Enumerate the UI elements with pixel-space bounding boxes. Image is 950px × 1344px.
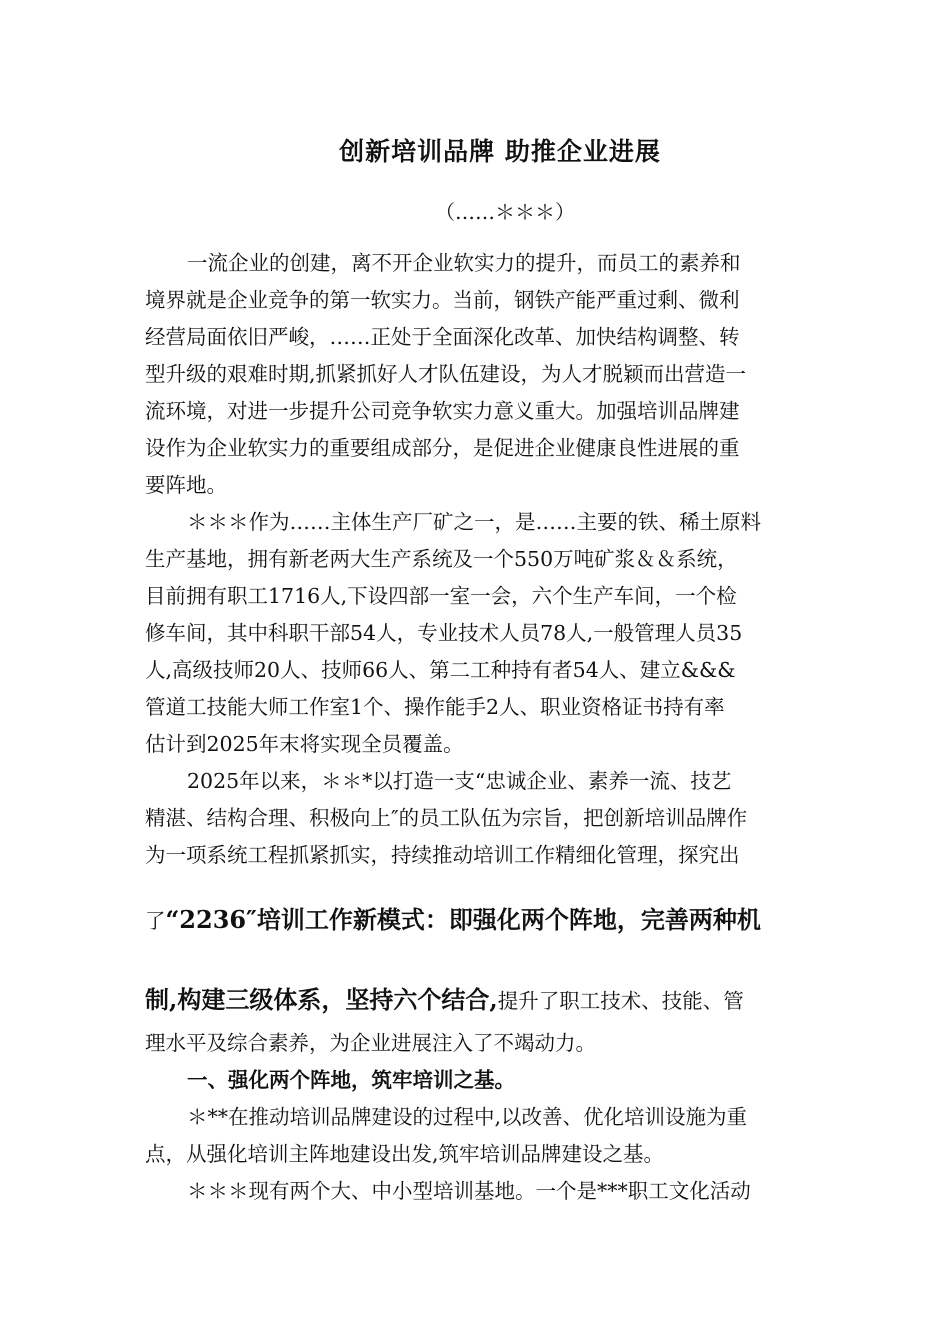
section-heading: 一、强化两个阵地，筑牢培训之基。: [187, 1068, 515, 1092]
paragraph-3-emphasis: [145, 880, 805, 1040]
paragraph-tail: [145, 1025, 805, 1210]
text-line: 设作为企业软实力的重要组成部分，是促进企业健康良性进展的重: [145, 436, 740, 460]
text-line: ＊**在推动培训品牌建设的过程中,以改善、优化培训设施为重: [187, 1105, 748, 1129]
text-span: 了: [145, 909, 166, 933]
text-line: 精湛、结构合理、积极向上″的员工队伍为宗旨，把创新培训品牌作: [145, 806, 748, 830]
text-line: 境界就是企业竞争的第一软实力。当前，钢铁产能严重过剩、微利: [145, 288, 740, 312]
text-line: 目前拥有职工1716人,下设四部一室一会，六个生产车间，一个检: [145, 584, 737, 608]
text-line: 管道工技能大师工作室1个、操作能手2人、职业资格证书持有率: [145, 695, 725, 719]
text-line: 修车间，其中科职干部54人，专业技术人员78人,一般管理人员35: [145, 621, 743, 645]
bold-text: “2236″培训工作新模式：即强化两个阵地，完善两种机: [165, 905, 761, 934]
document-title: 创新培训品牌 助推企业进展: [339, 137, 661, 166]
text-line: 生产基地，拥有新老两大生产系统及一个550万吨矿浆＆＆系统，: [145, 547, 738, 571]
text-line: 估计到2025年末将实现全员覆盖。: [145, 732, 464, 756]
text-line: ＊＊＊作为……主体生产厂矿之一，是……主要的铁、稀土原料: [187, 510, 761, 534]
text-line: 一流企业的创建，离不开企业软实力的提升，而员工的素养和: [187, 251, 741, 275]
document-author: （……＊＊＊）: [435, 200, 575, 224]
text-span: 提升了职工技术、技能、管: [497, 989, 744, 1013]
bold-text: 制,构建三级体系，坚持六个结合,: [145, 985, 498, 1014]
text-line: 型升级的艰难时期,抓紧抓好人才队伍建设，为人才脱颖而出营造一: [145, 362, 747, 386]
text-line: 流环境，对进一步提升公司竞争软实力意义重大。加强培训品牌建: [145, 399, 740, 423]
text-line: 要阵地。: [145, 473, 227, 497]
text-line: 2025年以来，＊＊*以打造一支“忠诚企业、素养一流、技艺: [187, 769, 732, 793]
text-line: 经营局面依旧严峻，……正处于全面深化改革、加快结构调整、转: [145, 325, 740, 349]
text-line: ＊＊＊现有两个大、中小型培训基地。一个是***职工文化活动: [187, 1179, 751, 1203]
paragraph-1: [145, 245, 805, 874]
text-line: 为一项系统工程抓紧抓实，持续推动培训工作精细化管理，探究出: [145, 843, 740, 867]
text-line: 理水平及综合素养，为企业进展注入了不竭动力。: [145, 1031, 596, 1055]
text-line: 点，从强化培训主阵地建设出发,筑牢培训品牌建设之基。: [145, 1142, 665, 1166]
emphasis-line-1: [145, 880, 805, 960]
text-line: 人,高级技师20人、技师66人、第二工种持有者54人、建立&&&: [145, 658, 736, 682]
